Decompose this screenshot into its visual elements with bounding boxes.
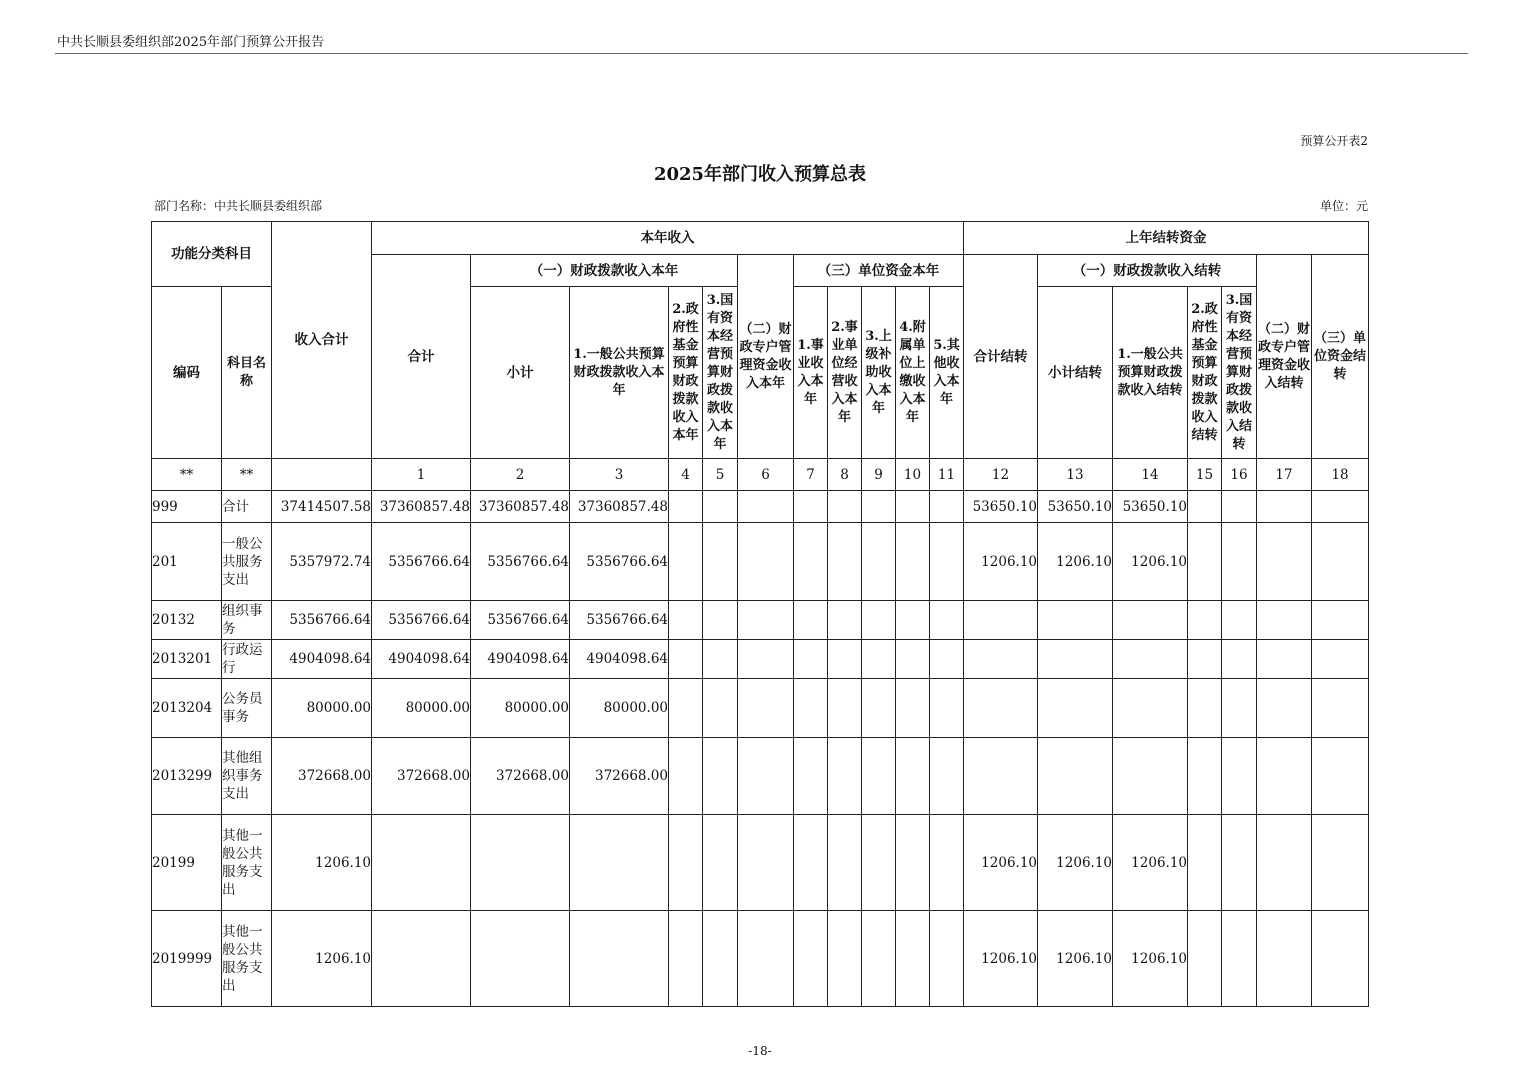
operation-income-cell [828,640,862,679]
carry-gov-fund-cell [1188,911,1222,1007]
other-income-cell [930,815,964,911]
special-carry-cell [1257,523,1312,601]
business-income-cell [794,815,828,911]
subject-name-cell: 组织事务 [222,601,272,640]
total-income-cell: 1206.10 [272,815,372,911]
carry-state-capital-cell [1222,679,1257,738]
carry-gov-fund-header: 2.政府性基金预算财政拨款收入结转 [1188,287,1222,459]
current-total-cell: 5356766.64 [372,523,471,601]
carry-general-cell [1113,738,1188,815]
subject-name-cell: 合计 [222,491,272,523]
special-current-cell [738,640,794,679]
general-budget-cell [570,911,669,1007]
special-carry-cell [1257,911,1312,1007]
current-total-cell: 4904098.64 [372,640,471,679]
unit-label: 单位：元 [1319,199,1368,213]
special-current-header: （二）财政专户管理资金收入本年 [738,255,794,459]
general-budget-header: 1.一般公共预算财政拨款收入本年 [570,287,669,459]
special-carry-cell [1257,679,1312,738]
superior-subsidy-cell [862,815,896,911]
gov-fund-header: 2.政府性基金预算财政拨款收入本年 [669,287,703,459]
unit-carry-header: （三）单位资金结转 [1312,255,1369,459]
gov-fund-cell [669,679,703,738]
general-budget-cell [570,815,669,911]
code-cell: 20199 [152,815,222,911]
gov-fund-cell [669,911,703,1007]
superior-subsidy-cell [862,491,896,523]
superior-subsidy-header: 3.上级补助收入本年 [862,287,896,459]
subject-name-cell: 一般公共服务支出 [222,523,272,601]
affiliated-income-cell [896,679,930,738]
table-body [152,459,1369,1007]
business-income-cell [794,523,828,601]
gov-fund-cell [669,815,703,911]
business-income-header: 1.事业收入本年 [794,287,828,459]
table-row [152,601,1369,640]
operation-income-cell [828,523,862,601]
carry-subtotal-cell: 53650.10 [1038,491,1113,523]
carry-gov-fund-cell [1188,738,1222,815]
carry-general-cell: 1206.10 [1113,815,1188,911]
subject-name-cell: 其他一般公共服务支出 [222,815,272,911]
general-budget-cell: 5356766.64 [570,523,669,601]
total-carry-cell [964,738,1038,815]
operation-income-cell [828,601,862,640]
carry-subtotal-cell: 1206.10 [1038,815,1113,911]
business-income-cell [794,601,828,640]
affiliated-income-cell [896,911,930,1007]
special-carry-cell [1257,491,1312,523]
affiliated-income-cell [896,491,930,523]
carry-gov-fund-cell [1188,523,1222,601]
superior-subsidy-cell [862,911,896,1007]
other-income-cell [930,911,964,1007]
other-income-cell [930,738,964,815]
state-capital-cell [703,640,738,679]
carry-state-capital-header: 3.国有资本经营预算财政拨款收入结转 [1222,287,1257,459]
carry-subtotal-header: 小计结转 [1038,287,1113,459]
other-income-cell [930,601,964,640]
state-capital-cell [703,491,738,523]
special-current-cell [738,815,794,911]
current-total-cell: 372668.00 [372,738,471,815]
other-income-cell [930,679,964,738]
table-row [152,738,1369,815]
special-current-cell [738,738,794,815]
carry-gov-fund-cell [1188,601,1222,640]
index-cell: 11 [930,459,964,491]
carry-gov-fund-cell [1188,491,1222,523]
special-current-cell [738,679,794,738]
code-cell: 201 [152,523,222,601]
superior-subsidy-cell [862,523,896,601]
index-cell: 17 [1257,459,1312,491]
business-income-cell [794,679,828,738]
fiscal-subtotal-cell: 5356766.64 [471,601,570,640]
operation-income-cell [828,491,862,523]
unit-carry-cell [1312,491,1369,523]
index-cell: 4 [669,459,703,491]
fiscal-subtotal-cell [471,815,570,911]
carry-general-cell [1113,640,1188,679]
carry-general-header: 1.一般公共预算财政拨款收入结转 [1113,287,1188,459]
special-current-cell [738,911,794,1007]
index-cell: 6 [738,459,794,491]
index-cell: ** [222,459,272,491]
form-number: 预算公开表2 [1300,134,1368,148]
fiscal-subtotal-cell: 5356766.64 [471,523,570,601]
business-income-cell [794,911,828,1007]
unit-carry-cell [1312,815,1369,911]
index-cell: 12 [964,459,1038,491]
business-income-cell [794,640,828,679]
carry-gov-fund-cell [1188,640,1222,679]
affiliated-income-header: 4.附属单位上缴收入本年 [896,287,930,459]
index-cell: 8 [828,459,862,491]
business-income-cell [794,491,828,523]
code-cell: 2013299 [152,738,222,815]
other-income-cell [930,523,964,601]
carry-general-cell: 53650.10 [1113,491,1188,523]
gov-fund-cell [669,523,703,601]
affiliated-income-cell [896,640,930,679]
operation-income-cell [828,738,862,815]
code-cell: 2013201 [152,640,222,679]
prev-carryover-header: 上年结转资金 [964,222,1369,255]
subtotal-header: 小计 [471,287,570,459]
gov-fund-cell [669,738,703,815]
subject-name-cell: 其他一般公共服务支出 [222,911,272,1007]
total-income-cell: 37414507.58 [272,491,372,523]
total-carry-cell: 1206.10 [964,815,1038,911]
index-cell: ** [152,459,222,491]
total-income-cell: 5356766.64 [272,601,372,640]
fiscal-subtotal-cell: 80000.00 [471,679,570,738]
table-row [152,911,1369,1007]
unit-carry-cell [1312,601,1369,640]
index-cell [272,459,372,491]
total-carry-cell [964,640,1038,679]
operation-income-cell [828,679,862,738]
carry-gov-fund-cell [1188,679,1222,738]
gov-fund-cell [669,640,703,679]
index-cell: 18 [1312,459,1369,491]
fiscal-subtotal-cell: 37360857.48 [471,491,570,523]
table-row [152,679,1369,738]
current-total-cell: 5356766.64 [372,601,471,640]
special-current-cell [738,523,794,601]
carry-general-cell: 1206.10 [1113,523,1188,601]
carry-state-capital-cell [1222,738,1257,815]
superior-subsidy-cell [862,679,896,738]
code-cell: 999 [152,491,222,523]
total-carry-cell: 1206.10 [964,911,1038,1007]
code-cell: 2019999 [152,911,222,1007]
total-income-cell: 4904098.64 [272,640,372,679]
state-capital-cell [703,601,738,640]
running-header: 中共长顺县委组织部2025年部门预算公开报告 [57,35,325,50]
total-carry-cell: 53650.10 [964,491,1038,523]
index-cell: 13 [1038,459,1113,491]
index-cell: 2 [471,459,570,491]
carry-gov-fund-cell [1188,815,1222,911]
current-total-cell: 80000.00 [372,679,471,738]
special-carry-header: （二）财政专户管理资金收入结转 [1257,255,1312,459]
index-cell: 3 [570,459,669,491]
table-row [152,523,1369,601]
fiscal-subtotal-cell [471,911,570,1007]
general-budget-cell: 372668.00 [570,738,669,815]
state-capital-cell [703,679,738,738]
current-total-cell [372,911,471,1007]
business-income-cell [794,738,828,815]
special-carry-cell [1257,738,1312,815]
state-capital-cell [703,815,738,911]
unit-funds-current-header: （三）单位资金本年 [794,255,964,287]
subject-name-header: 科目名称 [222,287,272,459]
fiscal-subtotal-cell: 4904098.64 [471,640,570,679]
affiliated-income-cell [896,815,930,911]
total-income-header: 收入合计 [272,222,372,459]
current-year-header: 本年收入 [372,222,964,255]
carry-state-capital-cell [1222,911,1257,1007]
carry-subtotal-cell: 1206.10 [1038,911,1113,1007]
carry-subtotal-cell [1038,738,1113,815]
subject-name-cell: 其他组织事务支出 [222,738,272,815]
total-carry-cell: 1206.10 [964,523,1038,601]
current-total-cell: 37360857.48 [372,491,471,523]
state-capital-cell [703,738,738,815]
carry-general-cell [1113,679,1188,738]
total-carry-cell [964,679,1038,738]
general-budget-cell: 4904098.64 [570,640,669,679]
other-income-header: 5.其他收入本年 [930,287,964,459]
total-income-cell: 372668.00 [272,738,372,815]
index-cell: 1 [372,459,471,491]
carry-subtotal-cell: 1206.10 [1038,523,1113,601]
index-row [152,459,1369,491]
general-budget-cell: 5356766.64 [570,601,669,640]
superior-subsidy-cell [862,738,896,815]
carry-subtotal-cell [1038,601,1113,640]
gov-fund-cell [669,491,703,523]
fiscal-carry-header: （一）财政拨款收入结转 [1038,255,1257,287]
total-carry-cell [964,601,1038,640]
superior-subsidy-cell [862,601,896,640]
total-income-cell: 1206.10 [272,911,372,1007]
state-capital-cell [703,911,738,1007]
fiscal-current-header: （一）财政拨款收入本年 [471,255,738,287]
carry-subtotal-cell [1038,640,1113,679]
special-carry-cell [1257,815,1312,911]
header-rule [55,53,1468,54]
carry-state-capital-cell [1222,815,1257,911]
total-carry-header: 合计结转 [964,255,1038,459]
operation-income-cell [828,815,862,911]
affiliated-income-cell [896,601,930,640]
carry-state-capital-cell [1222,640,1257,679]
index-cell: 7 [794,459,828,491]
index-cell: 14 [1113,459,1188,491]
carry-general-cell: 1206.10 [1113,911,1188,1007]
operation-income-cell [828,911,862,1007]
gov-fund-cell [669,601,703,640]
general-budget-cell: 80000.00 [570,679,669,738]
subject-name-cell: 行政运行 [222,640,272,679]
unit-carry-cell [1312,738,1369,815]
income-budget-table [151,221,1369,1007]
code-cell: 20132 [152,601,222,640]
index-cell: 10 [896,459,930,491]
table-row [152,491,1369,523]
index-cell: 5 [703,459,738,491]
subject-name-cell: 公务员事务 [222,679,272,738]
current-total-header: 合计 [372,255,471,459]
special-current-cell [738,601,794,640]
unit-carry-cell [1312,911,1369,1007]
carry-state-capital-cell [1222,601,1257,640]
state-capital-cell [703,523,738,601]
fiscal-subtotal-cell: 372668.00 [471,738,570,815]
superior-subsidy-cell [862,640,896,679]
unit-carry-cell [1312,523,1369,601]
table-row [152,815,1369,911]
total-income-cell: 5357972.74 [272,523,372,601]
affiliated-income-cell [896,523,930,601]
carry-state-capital-cell [1222,491,1257,523]
code-header: 编码 [152,287,222,459]
special-current-cell [738,491,794,523]
operation-income-header: 2.事业单位经营收入本年 [828,287,862,459]
index-cell: 15 [1188,459,1222,491]
func-class-header: 功能分类科目 [152,222,272,287]
special-carry-cell [1257,640,1312,679]
other-income-cell [930,491,964,523]
carry-state-capital-cell [1222,523,1257,601]
code-cell: 2013204 [152,679,222,738]
unit-carry-cell [1312,679,1369,738]
unit-carry-cell [1312,640,1369,679]
table-row [152,640,1369,679]
total-income-cell: 80000.00 [272,679,372,738]
page-number: -18- [748,1044,772,1058]
general-budget-cell: 37360857.48 [570,491,669,523]
index-cell: 9 [862,459,896,491]
other-income-cell [930,640,964,679]
department-name: 部门名称：中共长顺县委组织部 [154,199,323,213]
special-carry-cell [1257,601,1312,640]
document-title: 2025年部门收入预算总表 [653,164,867,185]
carry-general-cell [1113,601,1188,640]
current-total-cell [372,815,471,911]
carry-subtotal-cell [1038,679,1113,738]
affiliated-income-cell [896,738,930,815]
index-cell: 16 [1222,459,1257,491]
state-capital-header: 3.国有资本经营预算财政拨款收入本年 [703,287,738,459]
